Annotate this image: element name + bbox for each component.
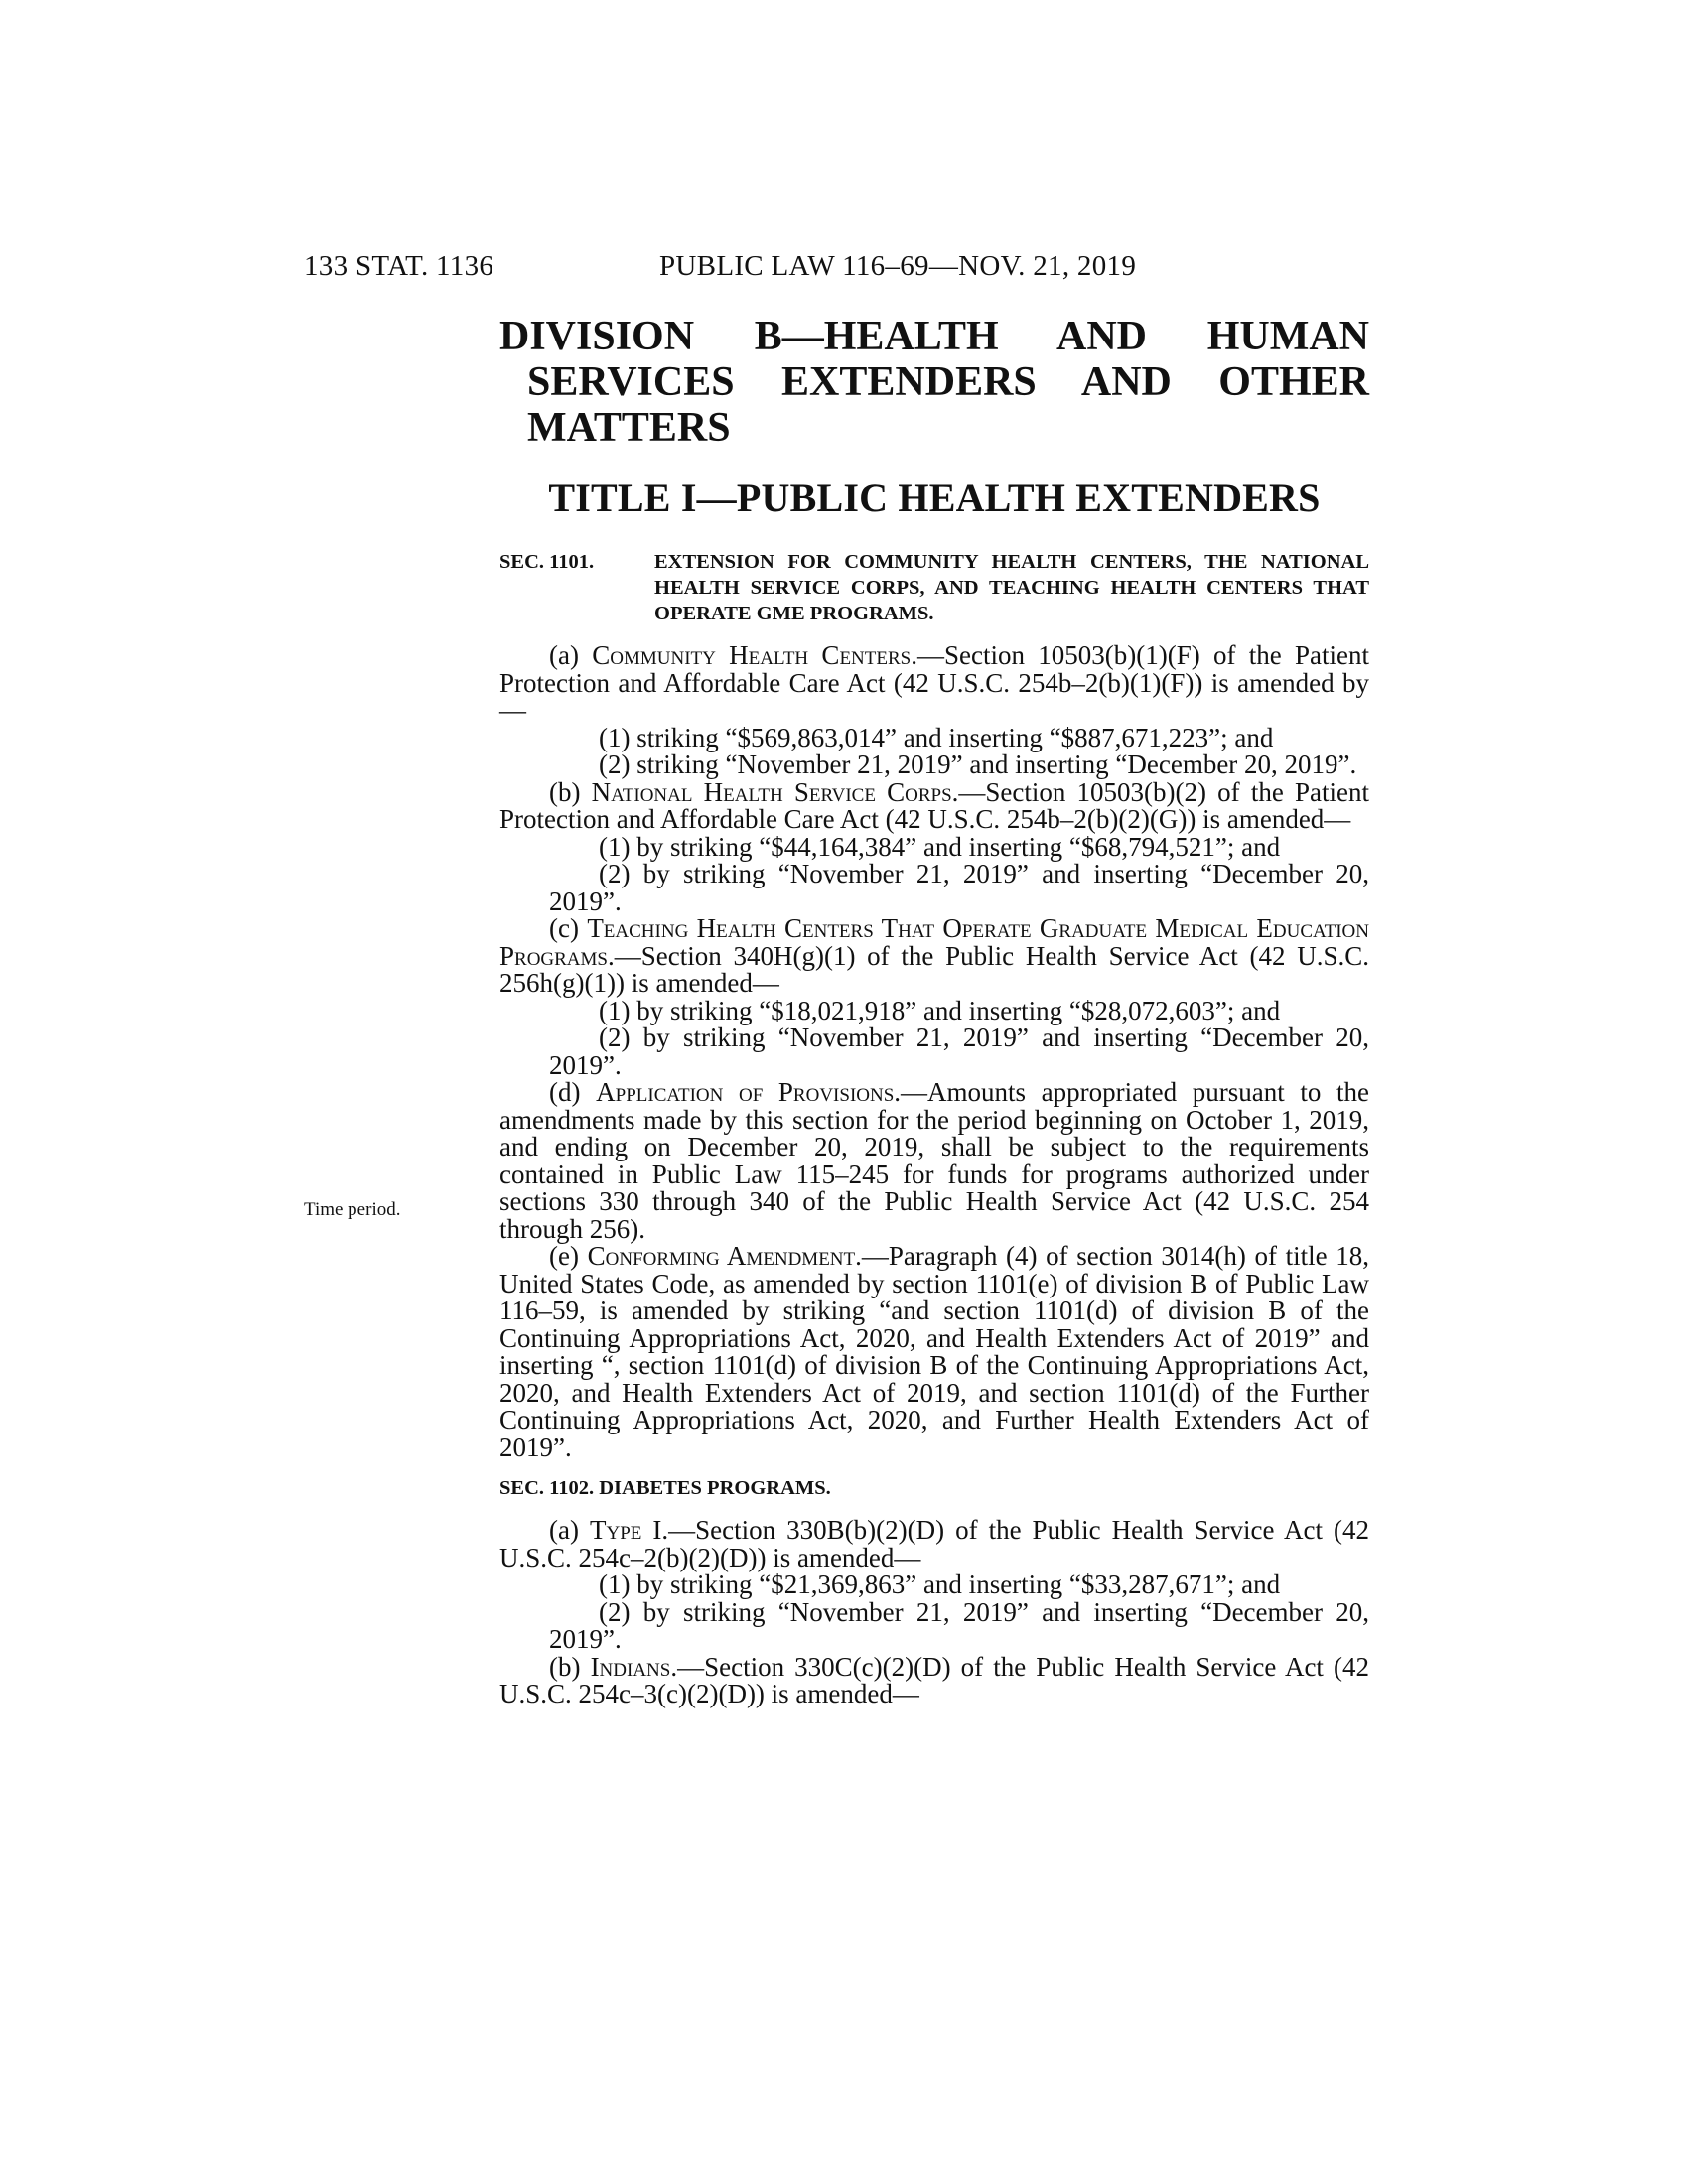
paragraph-item: (2) by striking “November 21, 2019” and inserting “December 20, 2019”. xyxy=(549,1596,1369,1654)
subsection-heading: Application of Provisions xyxy=(596,1077,895,1107)
subsection-text: .—Section 10503(b)(1)(F) of the Patient Protection and Affordable Care Act (42 U.S.C. 254b–2(b)(1)(F)) is amended by— xyxy=(499,640,1370,725)
subsection-text: .—Section 10503(b)(2) of the Patient Protection and Affordable Care Act (42 U.S.C. 254b–2(b)(2)(G)) is amended— xyxy=(499,776,1369,834)
subsection-label: (c) xyxy=(549,913,579,943)
section-title: EXTENSION FOR COMMUNITY HEALTH CENTERS, THE NATIONAL HEALTH SERVICE CORPS, AND TEACHING HEALTH CENTERS THAT OPERATE GME PROGRAMS. xyxy=(654,551,1369,624)
paragraph-item: (2) by striking “November 21, 2019” and inserting “December 20, 2019”. xyxy=(549,1023,1369,1080)
subsection-text: .—Paragraph (4) of section 3014(h) of title 18, United States Code, as amended by section 1101(e) of division B of Public Law 116–59, is amended by striking “and section 1101(d) of division B of the Continuing Appropriations Act, 2020, and Health Extenders Act of 2019” and inserting “, section 1101(d) of division B of the Continuing Appropriations Act, 2020, and Health Extenders Act of 2019, and section 1101(d) of the Further Continuing Appropriations Act, 2020, and Further Health Extenders Act of 2019”. xyxy=(499,1241,1369,1462)
subsection-label: (b) xyxy=(549,776,581,807)
section-1102-heading: SEC. 1102. DIABETES PROGRAMS. xyxy=(499,1477,831,1499)
paragraph-item: (2) by striking “November 21, 2019” and inserting “December 20, 2019”. xyxy=(549,859,1369,916)
division-title: DIVISION B—HEALTH AND HUMAN SERVICES EXTENDERS AND OTHER MATTERS xyxy=(499,314,1369,451)
subsection-label: (d) xyxy=(549,1077,581,1107)
section-1101-heading xyxy=(499,549,1369,626)
paragraph-item: (2) striking “November 21, 2019” and inserting “December 20, 2019”. xyxy=(599,750,1357,779)
paragraph-item: (1) by striking “$44,164,384” and inserting “$68,794,521”; and xyxy=(599,831,1281,862)
subsection-label: (a) xyxy=(549,640,579,670)
margin-note: Time period. xyxy=(304,1199,401,1220)
subsection-heading: Teaching Health Centers That Operate Graduate Medical Education Programs xyxy=(499,913,1370,971)
subsection-b xyxy=(499,1651,1369,1708)
subsection-d xyxy=(499,1079,1369,1243)
paragraph-item: (1) by striking “$21,369,863” and inserting “$33,287,671”; and xyxy=(599,1570,1281,1599)
subsection-text: .—Section 330B(b)(2)(D) of the Public Health Service Act (42 U.S.C. 254c–2(b)(2)(D)) is amended— xyxy=(499,1515,1369,1572)
paragraph-item: (1) striking “$569,863,014” and inserting “$887,671,223”; and xyxy=(599,722,1274,752)
subsection-heading: National Health Service Corps xyxy=(591,776,952,807)
subsection-heading: Type I xyxy=(589,1515,662,1545)
subsection-text: .—Section 330C(c)(2)(D) of the Public Health Service Act (42 U.S.C. 254c–3(c)(2)(D)) is amended— xyxy=(499,1651,1369,1708)
subsection-label: (e) xyxy=(549,1241,579,1271)
subsection-text: .—Section 340H(g)(1) of the Public Health Service Act (42 U.S.C. 256h(g)(1)) is amended— xyxy=(499,940,1369,998)
subsection-heading: Community Health Centers xyxy=(592,640,912,670)
subsection-heading: Conforming Amendment xyxy=(587,1241,856,1271)
running-header: PUBLIC LAW 116–69—NOV. 21, 2019 xyxy=(659,250,1137,282)
subsection-label: (a) xyxy=(549,1515,579,1545)
document-body xyxy=(499,314,1369,1708)
subsection-label: (b) xyxy=(549,1651,581,1682)
subsection-text: .—Amounts appropriated pursuant to the amendments made by this section for the period beginning on October 1, 2019, and ending on December 20, 2019, shall be subject to the requirements contained in Public Law 115–245 for funds for programs authorized under sections 330 through 340 of the Public Health Service Act (42 U.S.C. 254 through 256). xyxy=(499,1077,1369,1244)
subsection-c xyxy=(499,915,1369,998)
subsection-b xyxy=(499,776,1369,834)
subsection-e xyxy=(499,1243,1369,1461)
subsection-heading: Indians xyxy=(590,1651,671,1682)
stat-page-number: 133 STAT. 1136 xyxy=(304,250,494,282)
section-number: SEC. 1101. xyxy=(499,551,595,573)
title-heading: TITLE I—PUBLIC HEALTH EXTENDERS xyxy=(548,476,1321,520)
paragraph-item: (1) by striking “$18,021,918” and inserting “$28,072,603”; and xyxy=(599,995,1281,1025)
subsection-a xyxy=(499,1517,1369,1571)
subsection-a xyxy=(499,642,1369,725)
